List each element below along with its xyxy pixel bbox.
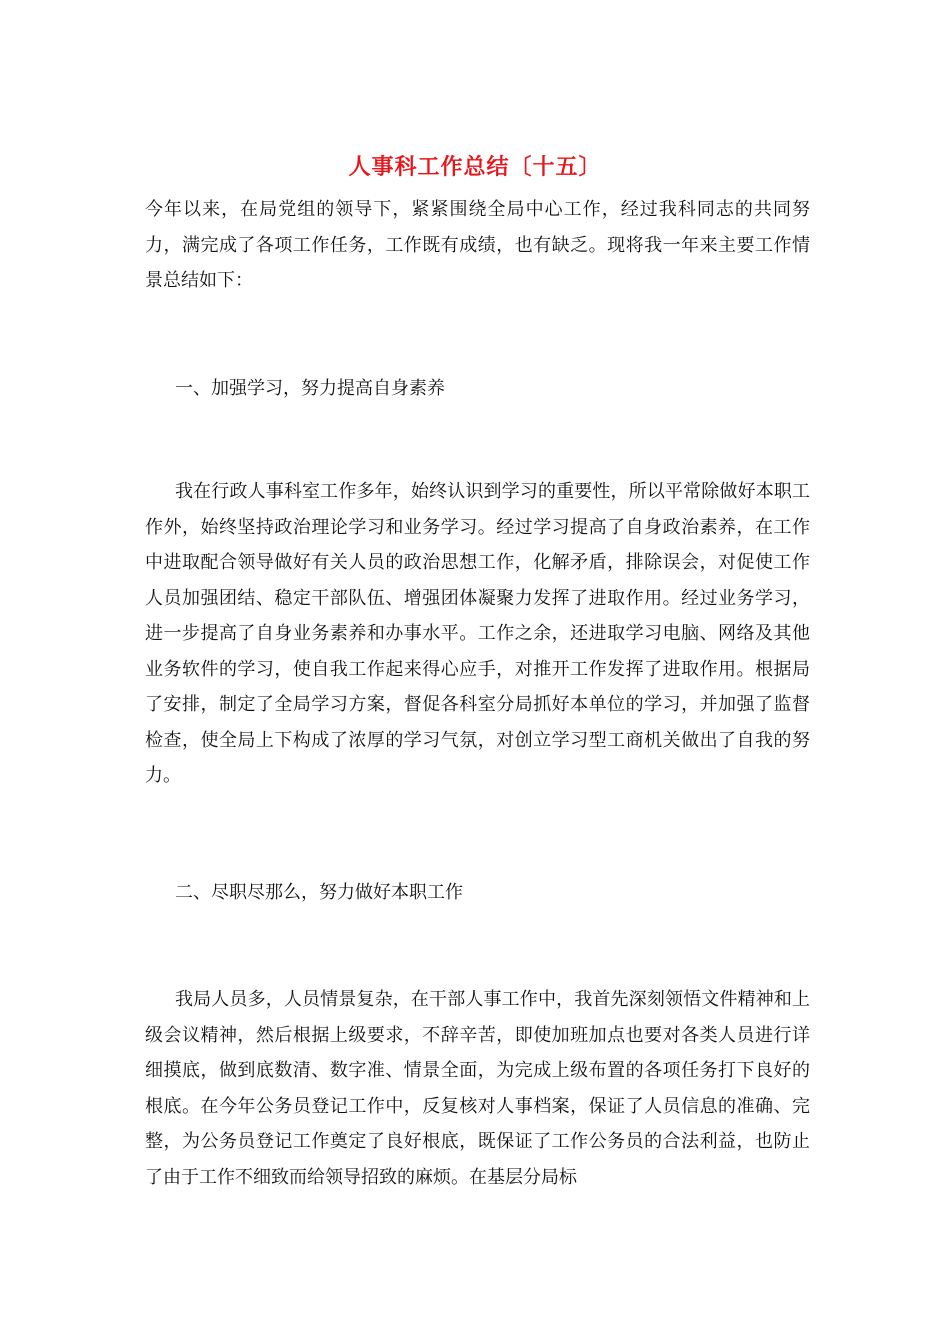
intro-paragraph: 今年以来，在局党组的领导下，紧紧围绕全局中心工作，经过我科同志的共同努力，满完成了各项工作任务，工作既有成绩，也有缺乏。现将我一年来主要工作情景总结如下： [145,199,810,291]
section-1-paragraph: 我在行政人事科室工作多年，始终认识到学习的重要性，所以平常除做好本职工作外，始终坚持政治理论学习和业务学习。经过学习提高了自身政治素养，在工作中进取配合领导做好有关人员的政治思想工作，化解矛盾，排除误会，对促使工作人员加强团结、稳定干部队伍、增强团体凝聚力发挥了进取作用。经过业务学习，进一步提高了自身业务素养和办事水平。工作之余，还进取学习电脑、网络及其他业务软件的学习，使自我工作起来得心应手，对推开工作发挥了进取作用。根据局了安排，制定了全局学习方案，督促各科室分局抓好本单位的学习，并加强了监督检查，使全局上下构成了浓厚的学习气氛，对创立学习型工商机关做出了自我的努力。 [145,481,810,786]
section-2-heading: 二、尽职尽那么，努力做好本职工作 [175,882,463,903]
document-title: 人事科工作总结〔十五〕 [348,154,602,180]
section-1-heading: 一、加强学习，努力提高自身素养 [175,378,445,399]
section-2-paragraph: 我局人员多，人员情景复杂，在干部人事工作中，我首先深刻领悟文件精神和上级会议精神，然后根据上级要求，不辞辛苦，即使加班加点也要对各类人员进行详细摸底，做到底数清、数字准、情景全面，为完成上级布置的各项任务打下良好的根底。在今年公务员登记工作中，反复核对人事档案，保证了人员信息的准确、完整，为公务员登记工作奠定了良好根底，既保证了工作公务员的合法利益，也防止了由于工作不细致而给领导招致的麻烦。在基层分局标 [145,989,810,1188]
